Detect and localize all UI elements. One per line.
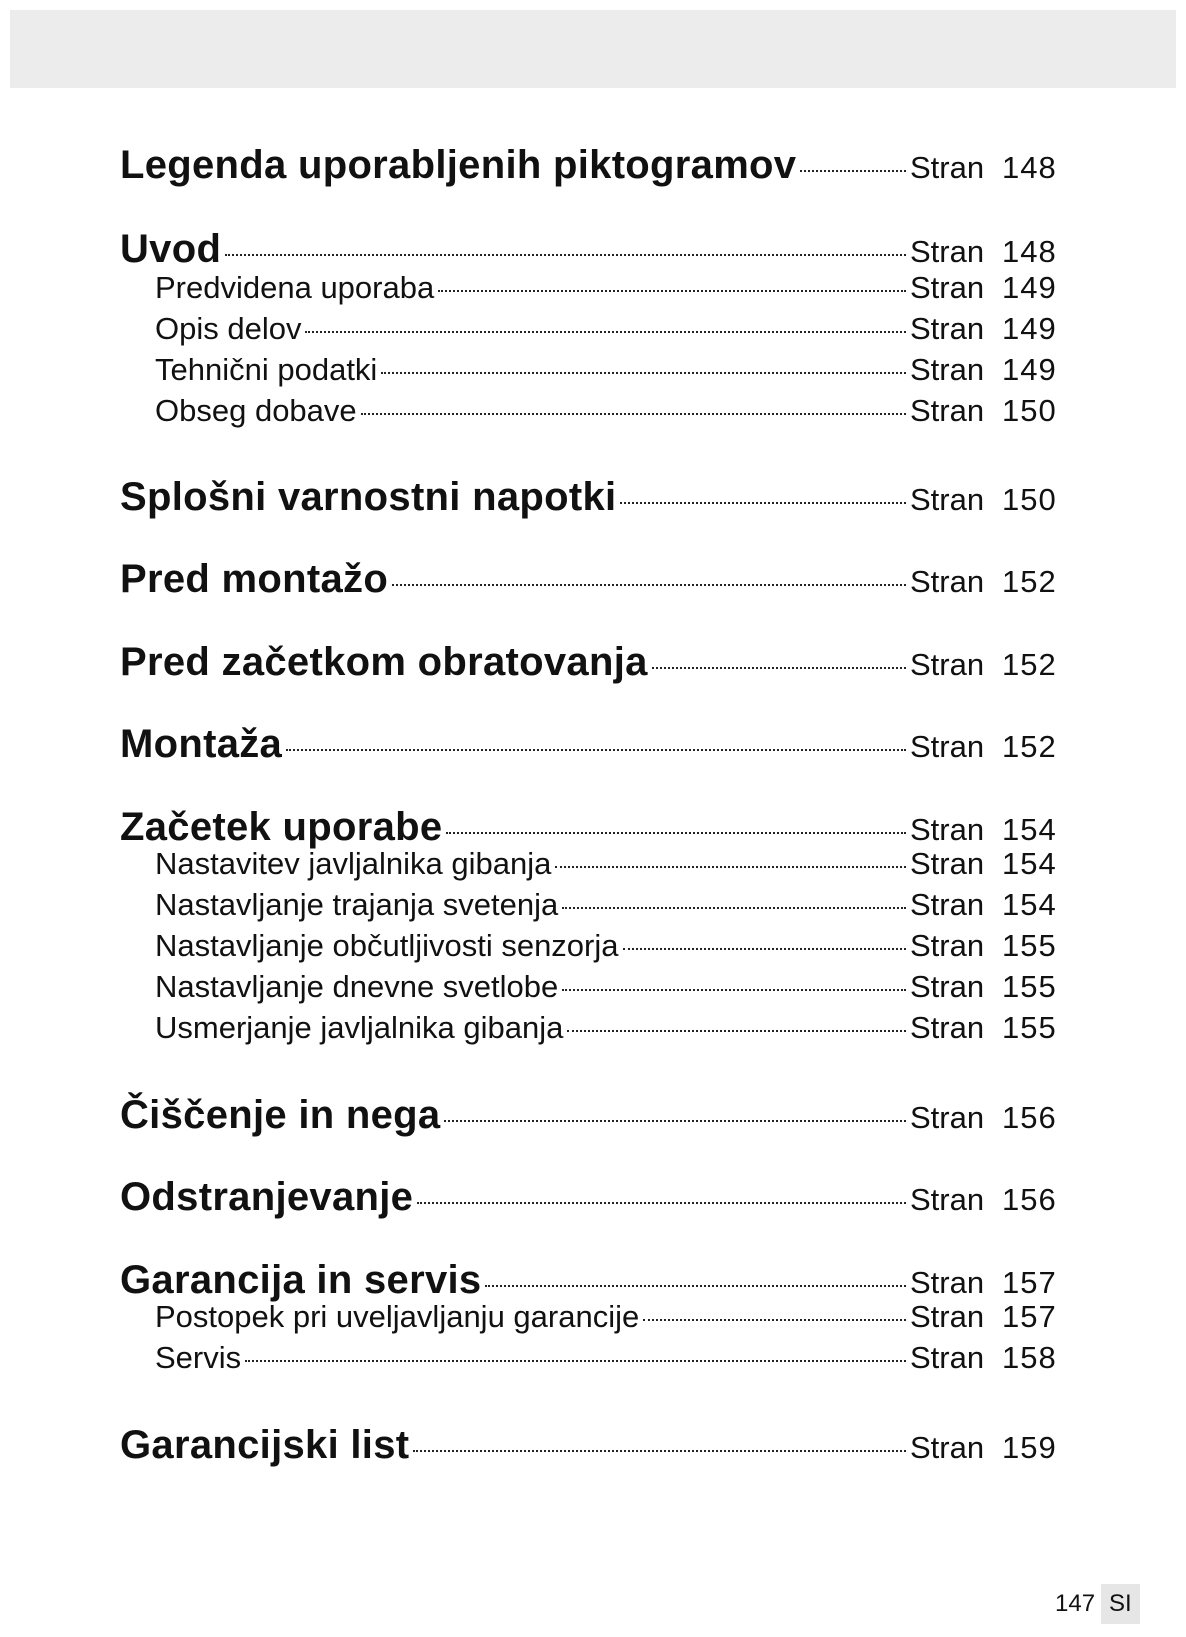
stran-label: Stran (910, 1100, 985, 1135)
dot-leader (562, 989, 906, 991)
toc-entry-title: Nastavitev javljalnika gibanja (155, 846, 552, 881)
stran-label: Stran (910, 564, 985, 599)
toc-entry-page: 150 (1002, 393, 1057, 428)
toc-entry-ciscenje-in-nega[interactable] (120, 1093, 1066, 1137)
language-badge: SI (1101, 1584, 1140, 1624)
stran-label: Stran (910, 1340, 985, 1375)
toc-entry-postopek-garancije[interactable] (155, 1299, 1066, 1339)
dot-leader (623, 948, 906, 950)
toc-entry-pred-zacetkom-obratovanja[interactable] (120, 640, 1066, 684)
toc-entry-page: 152 (1002, 647, 1057, 682)
toc-entry-page: 149 (1002, 311, 1057, 346)
dot-leader (643, 1319, 906, 1321)
dot-leader (392, 584, 906, 586)
stran-label: Stran (910, 352, 985, 387)
toc-entry-page: 156 (1002, 1182, 1057, 1217)
toc-entry-predvidena-uporaba[interactable] (155, 270, 1066, 310)
toc-entry-servis[interactable] (155, 1340, 1066, 1380)
toc-entry-title: Predvidena uporaba (155, 270, 435, 305)
toc-entry-title: Tehnični podatki (155, 352, 378, 387)
toc-entry-pred-montazo[interactable] (120, 557, 1066, 601)
dot-leader (620, 502, 906, 504)
toc-entry-usmerjanje-javljalnika[interactable] (155, 1010, 1066, 1050)
dot-leader (361, 413, 906, 415)
stran-label: Stran (910, 234, 985, 269)
toc-entry-varnostni-napotki[interactable] (120, 475, 1066, 519)
toc-entry-page: 152 (1002, 564, 1057, 599)
stran-label: Stran (910, 928, 985, 963)
dot-leader (438, 290, 906, 292)
toc-entry-page: 154 (1002, 846, 1057, 881)
toc-entry-legend[interactable] (120, 143, 1066, 187)
dot-leader (800, 170, 906, 172)
stran-label: Stran (910, 1265, 985, 1300)
stran-label: Stran (910, 270, 985, 305)
toc-entry-dnevna-svetloba[interactable] (155, 969, 1066, 1009)
toc-entry-page: 157 (1002, 1265, 1057, 1300)
toc-entry-page: 155 (1002, 928, 1057, 963)
dot-leader (417, 1202, 906, 1204)
dot-leader (245, 1360, 906, 1362)
stran-label: Stran (910, 1182, 985, 1217)
toc-entry-title: Garancijski list (120, 1423, 410, 1467)
toc-entry-title: Splošni varnostni napotki (120, 475, 617, 519)
toc-entry-uvod[interactable] (120, 227, 1066, 271)
dot-leader (413, 1450, 906, 1452)
stran-label: Stran (910, 812, 985, 847)
stran-label: Stran (910, 846, 985, 881)
toc-entry-title: Uvod (120, 227, 222, 271)
toc-entry-page: 149 (1002, 352, 1057, 387)
toc-entry-nastavitev-javljalnika[interactable] (155, 846, 1066, 886)
toc-entry-page: 155 (1002, 969, 1057, 1004)
stran-label: Stran (910, 482, 985, 517)
toc-entry-obcutljivost-senzorja[interactable] (155, 928, 1066, 968)
page-footer (1049, 1582, 1149, 1626)
stran-label: Stran (910, 150, 985, 185)
stran-label: Stran (910, 1299, 985, 1334)
dot-leader (381, 372, 906, 374)
toc-entry-page: 154 (1002, 887, 1057, 922)
stran-label: Stran (910, 1430, 985, 1465)
dot-leader (485, 1285, 906, 1287)
stran-label: Stran (910, 729, 985, 764)
toc-entry-title: Usmerjanje javljalnika gibanja (155, 1010, 564, 1045)
toc-entry-title: Garancija in servis (120, 1258, 482, 1302)
stran-label: Stran (910, 311, 985, 346)
stran-label: Stran (910, 393, 985, 428)
toc-entry-title: Legenda uporabljenih piktogramov (120, 143, 797, 187)
toc-entry-trajanje-svetenja[interactable] (155, 887, 1066, 927)
toc-entry-page: 150 (1002, 482, 1057, 517)
toc-entry-page: 158 (1002, 1340, 1057, 1375)
toc-entry-title: Postopek pri uveljavljanju garancije (155, 1299, 640, 1334)
toc-entry-title: Začetek uporabe (120, 805, 443, 849)
toc-entry-zacetek-uporabe[interactable] (120, 805, 1066, 849)
toc-entry-page: 152 (1002, 729, 1057, 764)
toc-entry-page: 156 (1002, 1100, 1057, 1135)
toc-entry-title: Pred montažo (120, 557, 389, 601)
toc-entry-title: Servis (155, 1340, 242, 1375)
toc-entry-page: 155 (1002, 1010, 1057, 1045)
toc-entry-page: 157 (1002, 1299, 1057, 1334)
stran-label: Stran (910, 647, 985, 682)
dot-leader (305, 331, 906, 333)
dot-leader (652, 667, 906, 669)
toc-entry-title: Obseg dobave (155, 393, 357, 428)
toc-entry-title: Opis delov (155, 311, 302, 346)
stran-label: Stran (910, 887, 985, 922)
toc-entry-page: 149 (1002, 270, 1057, 305)
toc-entry-title: Nastavljanje dnevne svetlobe (155, 969, 559, 1004)
dot-leader (567, 1030, 906, 1032)
stran-label: Stran (910, 969, 985, 1004)
toc-entry-title: Pred začetkom obratovanja (120, 640, 648, 684)
dot-leader (444, 1120, 906, 1122)
toc-entry-opis-delov[interactable] (155, 311, 1066, 351)
toc-entry-page: 159 (1002, 1430, 1057, 1465)
toc-entry-title: Odstranjevanje (120, 1175, 414, 1219)
toc-entry-page: 148 (1002, 234, 1057, 269)
toc-entry-garancija-in-servis[interactable] (120, 1258, 1066, 1302)
toc-entry-montaza[interactable] (120, 722, 1066, 766)
toc-entry-title: Montaža (120, 722, 283, 766)
dot-leader (286, 749, 906, 751)
toc-entry-title: Nastavljanje občutljivosti senzorja (155, 928, 619, 963)
toc-entry-obseg-dobave[interactable] (155, 393, 1066, 433)
toc-entry-page: 148 (1002, 150, 1057, 185)
page-number: 147 (1055, 1590, 1096, 1617)
dot-leader (562, 907, 906, 909)
dot-leader (446, 832, 906, 834)
stran-label: Stran (910, 1010, 985, 1045)
toc-entry-title: Čiščenje in nega (120, 1093, 441, 1137)
toc-entry-tehnicni-podatki[interactable] (155, 352, 1066, 392)
toc-entry-title: Nastavljanje trajanja svetenja (155, 887, 559, 922)
toc-entry-page: 154 (1002, 812, 1057, 847)
dot-leader (555, 866, 906, 868)
dot-leader (225, 254, 906, 256)
toc-entry-garancijski-list[interactable] (120, 1423, 1066, 1467)
toc-entry-odstranjevanje[interactable] (120, 1175, 1066, 1219)
